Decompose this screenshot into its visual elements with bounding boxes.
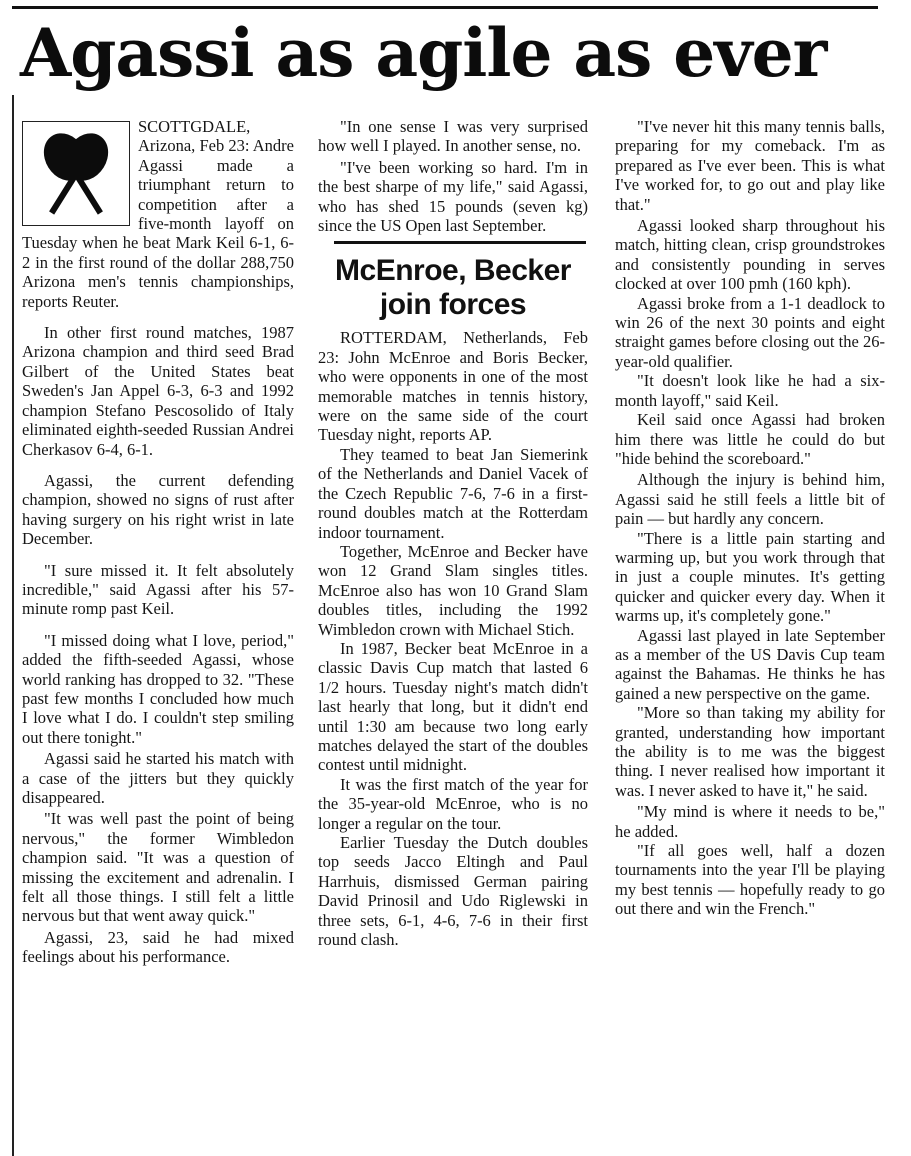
article-paragraph: Keil said once Agassi had broken him there was little he could do but "hide behind the scoreboard." <box>615 410 885 468</box>
article-paragraph: Agassi last played in late September as a member of the US Davis Cup team against the Bahamas. He thinks he has gained a new perspective on the game. <box>615 625 885 703</box>
article-paragraph: Earlier Tuesday the Dutch doubles top seeds Jacco Eltingh and Paul Harrhuis, dismissed German pairing David Prinosil and Udo Riglewski in three sets, 6-1, 4-6, 7-6 in their first round clash. <box>318 833 588 950</box>
article-paragraph: ROTTERDAM, Netherlands, Feb 23: John McEnroe and Boris Becker, who were opponents in one of the most memorable matches in tennis history, were on the same side of the court Tuesday night, reports AP. <box>318 328 588 445</box>
article-column-2 <box>318 117 588 1156</box>
article-paragraph: Agassi said he started his match with a case of the jitters but they quickly disappeared. <box>22 749 294 807</box>
article-paragraph: Together, McEnroe and Becker have won 12 Grand Slam singles titles. McEnroe also has won 10 Grand Slam doubles titles, including the 1992 Wimbledon crown with Michael Stich. <box>318 541 588 639</box>
article-paragraph: They teamed to beat Jan Siemerink of the Netherlands and Daniel Vacek of the Czech Republic 7-6, 7-6 in a first-round doubles match at the Rotterdam indoor tournament. <box>318 444 588 542</box>
article-paragraph: "I've never hit this many tennis balls, preparing for my comeback. I'm as prepared as I've ever been. This is what I've worked for, to go out and play like that." <box>615 117 885 214</box>
article-paragraph: "More so than taking my ability for granted, understanding how important the ability is to me was the biggest thing. I never realised how important it was. I never asked to have it," he said. <box>615 703 885 800</box>
article-paragraph: "In one sense I was very surprised how well I played. In another sense, no. <box>318 117 588 156</box>
article-paragraph: Agassi looked sharp throughout his match, hitting clean, crisp groundstrokes and consistently pounding in serves clocked at over 100 pmh (160 kph). <box>615 216 885 294</box>
article-paragraph: Agassi, the current defending champion, showed no signs of rust after having surgery on his right wrist in late December. <box>22 470 294 549</box>
article-paragraph: "I've been working so hard. I'm in the best sharpe of my life," said Agassi, who has shed 15 pounds (seven kg) since the US Open last September. <box>318 157 588 236</box>
article-paragraph: In 1987, Becker beat McEnroe in a classic Davis Cup match that lasted 6 1/2 hours. Tuesday night's match didn't last hearly that long, but it didn't end until 1:30 am because two long early matches delayed the start of the doubles contest until midnight. <box>318 638 588 775</box>
article-paragraph: Although the injury is behind him, Agassi said he still feels a little bit of pain — but hardly any concern. <box>615 470 885 529</box>
article-paragraph: Agassi broke from a 1-1 deadlock to win 26 of the next 30 points and eight straight games before closing out the 26-year-old qualifier. <box>615 293 885 371</box>
section-divider <box>334 241 586 244</box>
article-paragraph: Agassi, 23, said he had mixed feelings about his performance. <box>22 927 294 967</box>
article-lead-paragraph: SCOTTGDALE, Arizona, Feb 23: Andre Agassi made a triumphant return to competition after a five-month layoff on Tuesday when he beat Mark Keil 6-1, 6-2 in the first round of the dollar 288,750 Arizona men's tennis championships, reports Reuter. <box>22 117 294 311</box>
article-paragraph: "My mind is where it needs to be," he added. <box>615 802 885 841</box>
article-column-1 <box>22 117 294 1156</box>
article-paragraph: "I missed doing what I love, period," added the fifth-seeded Agassi, whose world ranking has dropped to 32. "These past few months I concluded how much I love what I do. I couldn't step smiling out there tonight." <box>22 630 294 747</box>
article-paragraph: In other first round matches, 1987 Arizona champion and third seed Brad Gilbert of the United States beat Sweden's Jan Appel 6-3, 6-3 and 1992 champion Stefano Pescosolido of Italy eliminated eighth-seeded Russian Andrei Cherkasov 6-4, 6-1. <box>22 323 294 459</box>
article-paragraph: It was the first match of the year for the 35-year-old McEnroe, who is no longer a regular on the tour. <box>318 774 588 833</box>
top-rule <box>12 6 878 9</box>
crossed-tennis-rackets-icon <box>22 121 130 226</box>
article-paragraph: "There is a little pain starting and warming up, but you work through that in just a couple minutes. It's getting quicker and quicker every day. When it warms up, it's completely gone." <box>615 528 885 626</box>
article-paragraph: "If all goes well, half a dozen tournaments into the year I'll be playing my best tennis — hopefully ready to go out there and win the French." <box>615 841 885 919</box>
secondary-headline: McEnroe, Becker join forces <box>335 254 571 322</box>
headline: Agassi as agile as ever <box>20 14 827 92</box>
left-column-rule <box>12 95 14 1156</box>
article-paragraph: "It doesn't look like he had a six-month layoff," said Keil. <box>615 371 885 410</box>
article-paragraph: "It was well past the point of being nervous," the former Wimbledon champion said. "It was a question of missing the excitement and adrenalin. I felt all those things. I still felt a little nervous but that went away quick." <box>22 809 294 926</box>
article-column-3 <box>615 117 885 1156</box>
article-paragraph: "I sure missed it. It felt absolutely incredible," said Agassi after his 57-minute romp past Keil. <box>22 560 294 619</box>
